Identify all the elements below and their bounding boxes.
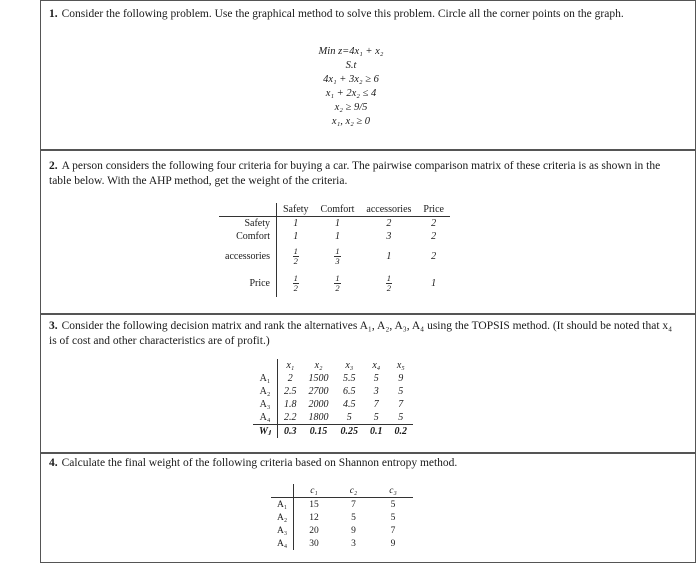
entropy-cell: 30: [309, 538, 319, 549]
ahp-cell: [276, 269, 314, 297]
topsis-cell: 4.5: [343, 399, 356, 410]
ahp-cell: 2: [360, 217, 417, 231]
ahp-col-header: accessories: [366, 204, 412, 215]
lp-model: [281, 45, 421, 129]
question-4-section: [40, 453, 696, 563]
weight-value: 0.25: [335, 425, 365, 439]
question-2-number: 2.: [49, 160, 58, 172]
ahp-cell: 3: [386, 231, 392, 242]
ahp-col-header: Safety: [282, 204, 309, 215]
ahp-fraction: $\frac{1}{2}$: [386, 272, 392, 293]
question-4-number: 4.: [49, 457, 58, 469]
ahp-fraction: $\frac{1}{3}$: [335, 245, 340, 266]
question-1-text: [49, 7, 681, 22]
weight-value: 0.2: [389, 425, 414, 439]
table-row: [253, 372, 413, 385]
ahp-cell: 1: [293, 231, 299, 242]
topsis-cell: 9: [398, 373, 404, 384]
lp-subject-to: S.t: [345, 60, 357, 71]
ahp-row-label: Price: [219, 269, 276, 297]
question-1-section: [40, 0, 696, 150]
topsis-cell: 3: [373, 386, 379, 397]
entropy-cell: 3: [351, 538, 356, 549]
table-row: [253, 398, 413, 411]
entropy-cell: 7: [334, 498, 374, 512]
entropy-cell: 20: [309, 525, 319, 536]
topsis-col-header: x₄: [372, 360, 381, 371]
lp-nonnegativity: x₁, x₂ ≥ 0: [331, 116, 371, 127]
weights-label: Wⱼ: [253, 425, 278, 439]
topsis-row-label: A₄: [253, 411, 278, 425]
entropy-cell: 5: [373, 498, 413, 512]
topsis-cell: 5: [346, 412, 352, 423]
entropy-row-label: A₃: [271, 524, 294, 537]
entropy-row-label: A₁: [271, 498, 294, 512]
ahp-col-header: Price: [423, 204, 444, 215]
ahp-row-label: Comfort: [219, 230, 276, 243]
topsis-cell: 2000: [308, 399, 329, 410]
entropy-matrix: [271, 484, 413, 550]
topsis-col-header: x₂: [314, 360, 323, 371]
question-3-text: [49, 319, 681, 349]
table-row: [271, 537, 413, 550]
entropy-cell: 5: [390, 512, 396, 523]
table-row: [271, 498, 413, 512]
topsis-cell: 5: [373, 412, 379, 423]
question-4-body: Calculate the final weight of the following criteria based on Shannon entropy method.: [61, 457, 458, 469]
topsis-col-header: x₅: [396, 360, 405, 371]
weights-row: [253, 425, 413, 439]
ahp-row-label: Safety: [219, 217, 276, 231]
entropy-col-header: c₃: [389, 485, 397, 496]
ahp-col-header: Comfort: [320, 204, 355, 215]
question-3-number: 3.: [49, 320, 58, 332]
topsis-cell: 7: [373, 399, 379, 410]
ahp-cell: [315, 269, 361, 297]
topsis-cell: 1.8: [284, 399, 297, 410]
table-row: [271, 511, 413, 524]
ahp-cell: 1: [334, 231, 340, 242]
topsis-cell: 1800: [308, 412, 329, 423]
question-2-text: [49, 159, 681, 189]
ahp-cell: [360, 269, 417, 297]
topsis-col-header: x₃: [345, 360, 354, 371]
ahp-cell: 2: [431, 250, 437, 262]
lp-constraint-3: x₂ ≥ 9/5: [334, 102, 368, 113]
topsis-cell: 1500: [308, 373, 329, 384]
ahp-cell: 1: [276, 217, 314, 231]
topsis-row-label: A₂: [253, 385, 278, 398]
ahp-cell: 1: [431, 277, 437, 289]
lp-constraint-1: 4x₁ + 3x₂ ≥ 6: [323, 74, 379, 85]
weight-value: 0.15: [303, 425, 335, 439]
entropy-cell: 15: [294, 498, 334, 512]
table-row: [219, 217, 450, 231]
ahp-fraction: $\frac{1}{2}$: [293, 245, 298, 266]
question-3-section: [40, 314, 696, 453]
entropy-cell: 9: [390, 538, 396, 549]
topsis-cell: 5: [398, 386, 404, 397]
weight-value: 0.1: [364, 425, 389, 439]
topsis-cell: 5: [373, 373, 379, 384]
ahp-cell: 2: [431, 231, 437, 242]
entropy-cell: 9: [351, 525, 356, 536]
question-4-text: [49, 456, 681, 471]
ahp-cell: [315, 243, 361, 269]
weight-value: 0.3: [278, 425, 303, 439]
entropy-col-header: c₂: [349, 485, 358, 496]
question-1-number: 1.: [49, 8, 58, 20]
table-row: [219, 269, 450, 297]
ahp-cell: [276, 243, 314, 269]
entropy-col-header: c₁: [310, 485, 318, 496]
topsis-cell: 7: [398, 399, 404, 410]
ahp-fraction: $\frac{1}{2}$: [335, 272, 340, 293]
topsis-cell: 2: [287, 373, 293, 384]
topsis-cell: 2.5: [284, 386, 297, 397]
entropy-row-label: A₄: [271, 537, 294, 550]
topsis-cell: 5: [398, 412, 404, 423]
lp-constraint-2: x₁ + 2x₂ ≤ 4: [325, 88, 377, 99]
ahp-matrix: [219, 203, 450, 297]
topsis-col-header: x₁: [286, 360, 295, 371]
question-2-section: [40, 150, 696, 314]
question-2-body: A person considers the following four criteria for buying a car. The pairwise comparison matrix of these criteria is as shown in the table below. With the AHP method, get the weight of the criteria.: [49, 160, 661, 187]
question-3-body: Consider the following decision matrix and rank the alternatives A₁, A₂, A₃, A₄ using the TOPSIS method. (It should be noted that x₄ is of cost and other characteristics are of profit.): [49, 320, 673, 347]
topsis-row-label: A₁: [253, 372, 278, 385]
entropy-cell: 7: [390, 525, 396, 536]
ahp-fraction: $\frac{1}{2}$: [293, 272, 298, 293]
table-row: [219, 230, 450, 243]
entropy-row-label: A₂: [271, 511, 294, 524]
topsis-cell: 2.2: [284, 412, 297, 423]
entropy-cell: 5: [351, 512, 356, 523]
question-1-body: Consider the following problem. Use the graphical method to solve this problem. Circle all the corner points on the graph.: [61, 8, 624, 20]
ahp-cell: 1: [315, 217, 361, 231]
topsis-matrix: [253, 359, 413, 438]
table-row: [271, 524, 413, 537]
topsis-cell: 5.5: [343, 373, 356, 384]
ahp-row-label: accessories: [219, 243, 276, 269]
topsis-cell: 2700: [308, 386, 329, 397]
topsis-cell: 6.5: [343, 386, 356, 397]
table-row: [253, 411, 413, 425]
entropy-cell: 12: [309, 512, 319, 523]
lp-objective: Min z=4x₁ + x₂: [318, 46, 384, 57]
ahp-cell: 1: [386, 250, 392, 262]
topsis-row-label: A₃: [253, 398, 278, 411]
table-row: [219, 243, 450, 269]
ahp-cell: 2: [417, 217, 450, 231]
table-row: [253, 385, 413, 398]
